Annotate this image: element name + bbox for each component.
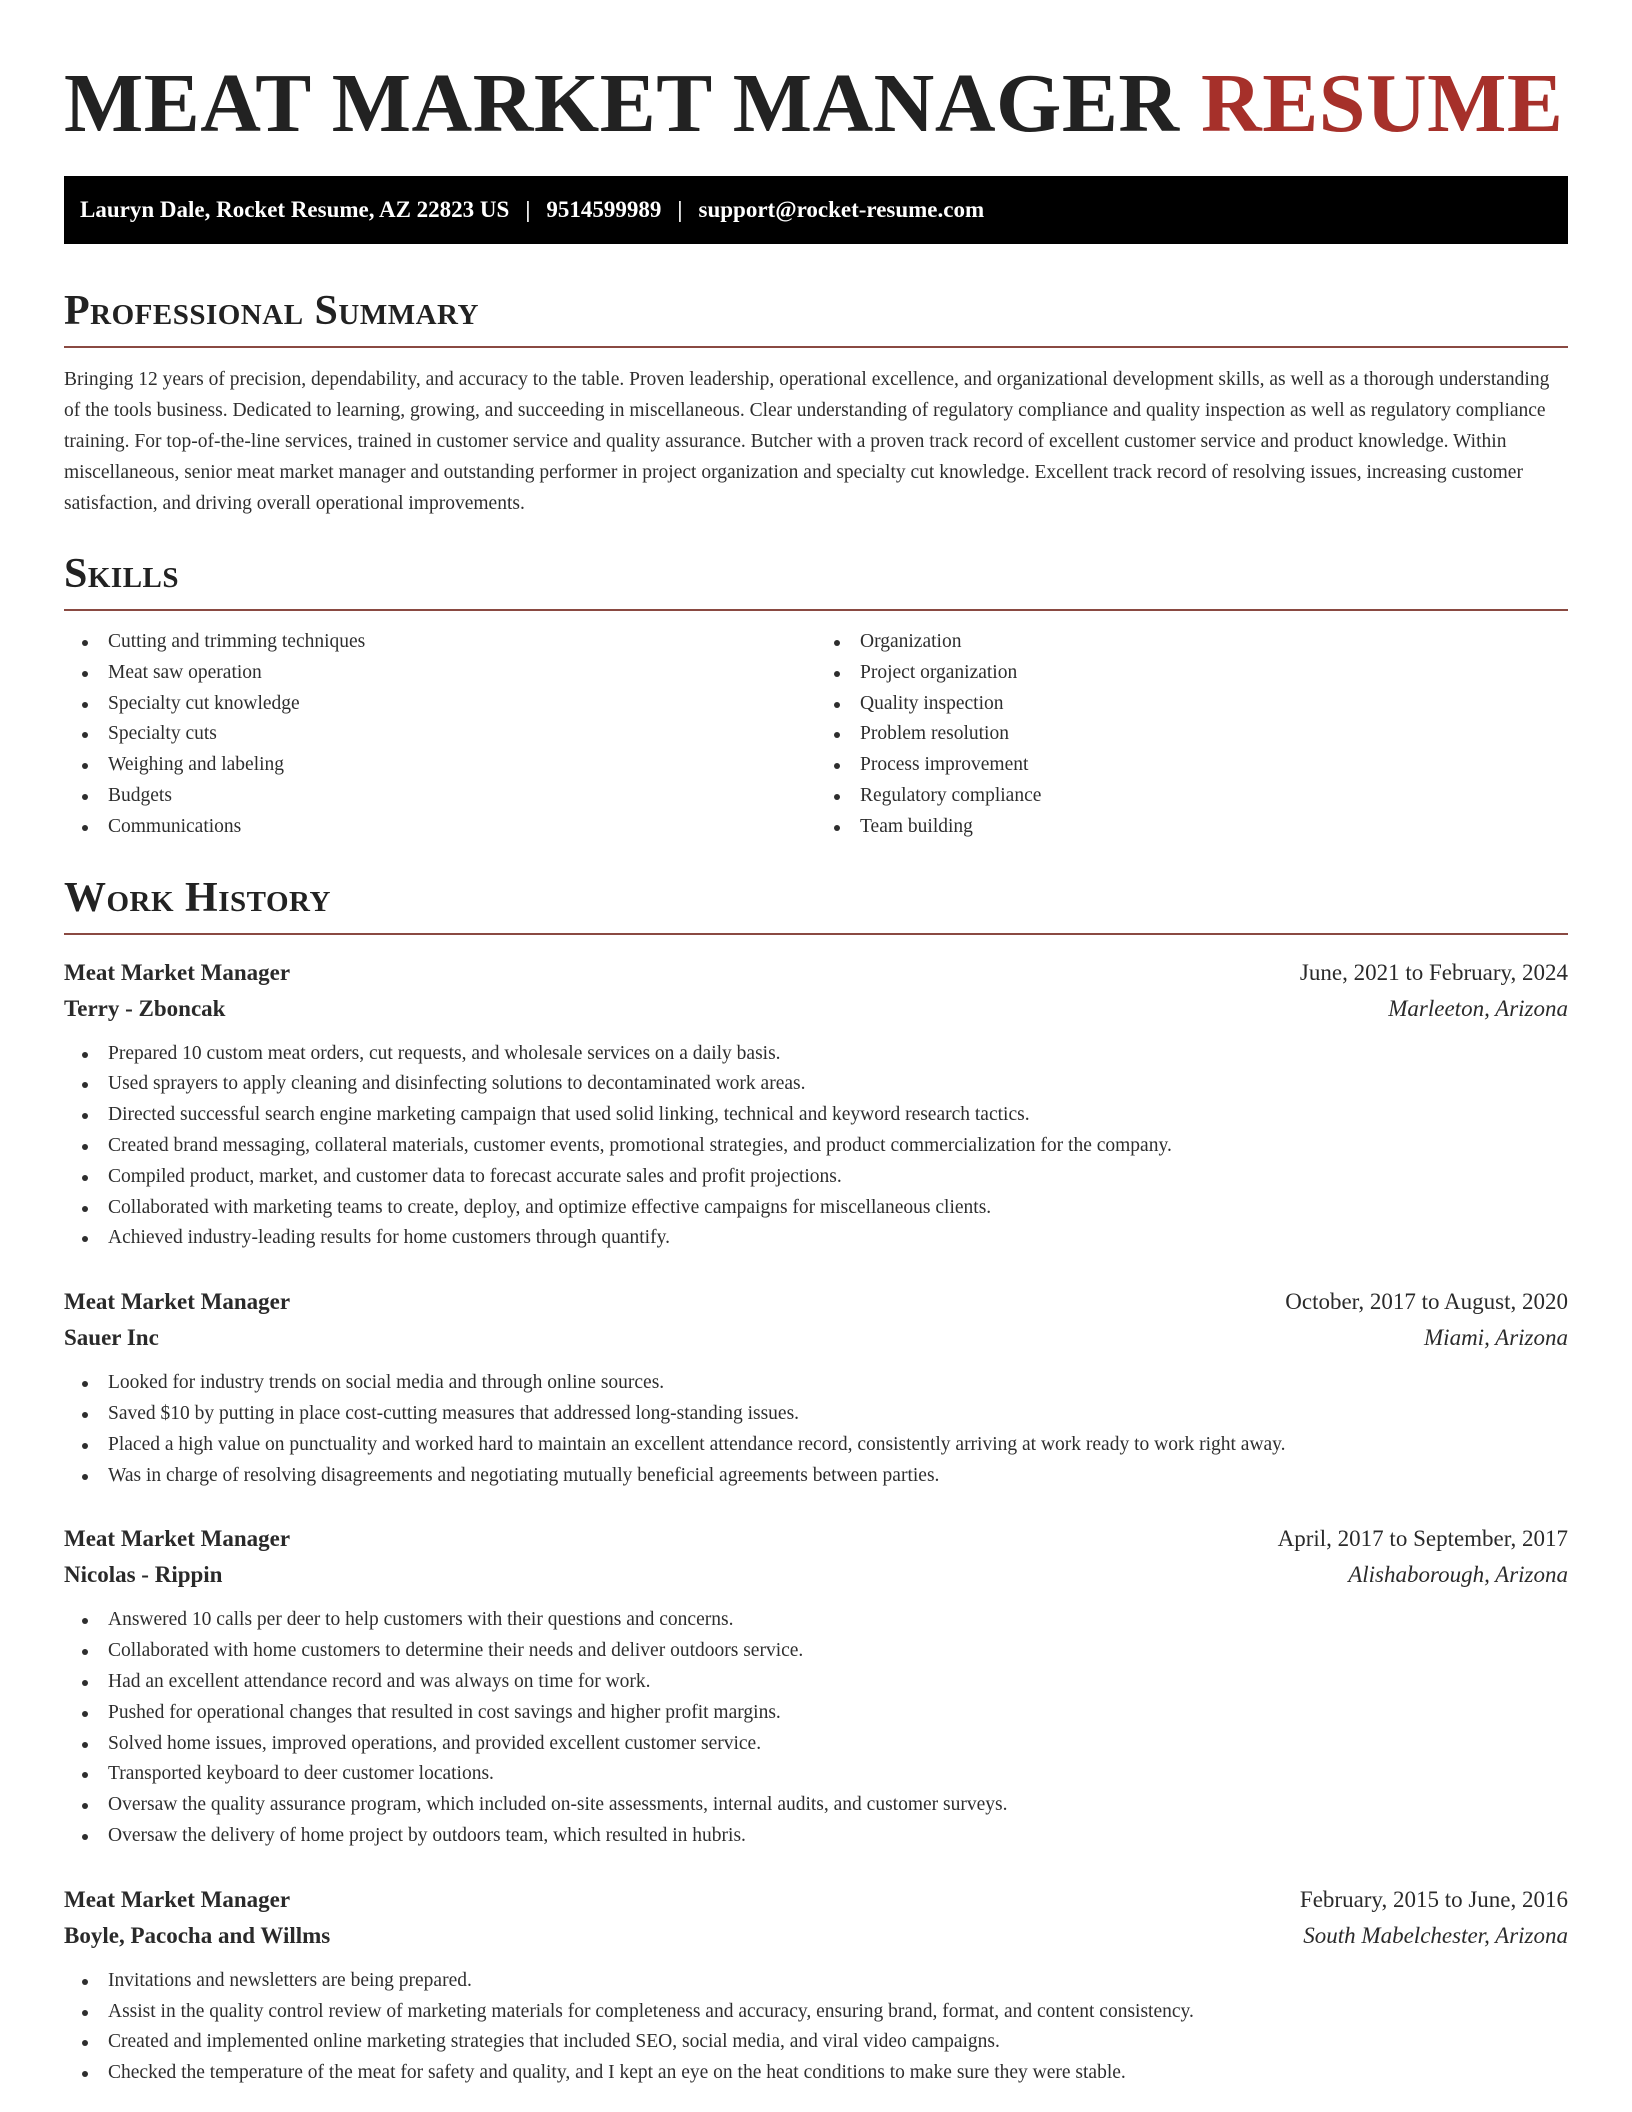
section-divider bbox=[64, 933, 1568, 935]
job-bullet: Prepared 10 custom meat orders, cut requests, and wholesale services on a daily basis. bbox=[108, 1039, 1568, 1070]
contact-separator: | bbox=[525, 197, 531, 222]
job-location: Miami, Arizona bbox=[1424, 1325, 1568, 1351]
section-divider bbox=[64, 609, 1568, 611]
job-bullet: Created brand messaging, collateral materials, customer events, promotional strategies, and product commercialization for the company. bbox=[108, 1131, 1568, 1162]
job-company-row bbox=[64, 1557, 1568, 1593]
job-title: Meat Market Manager bbox=[64, 959, 291, 985]
summary-text: Bringing 12 years of precision, dependability, and accuracy to the table. Proven leadership, operational excellence, and organizational development skills, as well as a thorough understanding of the tools business. Dedicated to learning, growing, and succeeding in miscellaneous. Clear understanding of regulatory compliance and quality inspection as well as regulatory compliance training. For top-of-the-line services, trained in customer service and quality assurance. Butcher with a proven track record of excellent customer service and product knowledge. Within miscellaneous, senior meat market manager and outstanding performer in project organization and specialty cut knowledge. Excellent track record of resolving issues, increasing customer satisfaction, and driving overall operational improvements. bbox=[64, 369, 1550, 514]
job-company-row bbox=[64, 1320, 1568, 1356]
job-bullets bbox=[64, 1966, 1568, 2089]
job-location: South Mabelchester, Arizona bbox=[1303, 1922, 1568, 1948]
job-entry bbox=[64, 1284, 1568, 1491]
title-main: MEAT MARKET MANAGER bbox=[64, 57, 1180, 150]
job-bullet: Used sprayers to apply cleaning and disinfecting solutions to decontaminated work areas. bbox=[108, 1069, 1568, 1100]
job-bullet: Checked the temperature of the meat for safety and quality, and I kept an eye on the heat conditions to make sure they were stable. bbox=[108, 2058, 1568, 2089]
job-bullets bbox=[64, 1039, 1568, 1255]
job-company: Nicolas - Rippin bbox=[64, 1562, 223, 1588]
skills-section bbox=[64, 549, 1568, 843]
job-company-row bbox=[64, 1918, 1568, 1954]
title-accent: RESUME bbox=[1201, 57, 1564, 150]
job-company: Boyle, Pacocha and Willms bbox=[64, 1922, 331, 1948]
job-bullet: Created and implemented online marketing strategies that included SEO, social media, and viral video campaigns. bbox=[108, 2027, 1568, 2058]
skill-item: Communications bbox=[108, 812, 816, 843]
skills-grid bbox=[64, 627, 1568, 843]
skill-item: Process improvement bbox=[860, 750, 1568, 781]
skill-item: Project organization bbox=[860, 658, 1568, 689]
skill-item: Specialty cut knowledge bbox=[108, 689, 816, 720]
job-bullet: Oversaw the quality assurance program, which included on-site assessments, internal audits, and customer surveys. bbox=[108, 1790, 1568, 1821]
job-company: Terry - Zboncak bbox=[64, 995, 226, 1021]
job-bullet: Transported keyboard to deer customer locations. bbox=[108, 1759, 1568, 1790]
resume-page bbox=[64, 0, 1568, 2089]
job-company-row bbox=[64, 991, 1568, 1027]
job-dates: October, 2017 to August, 2020 bbox=[1285, 1289, 1568, 1315]
job-bullet: Placed a high value on punctuality and worked hard to maintain an excellent attendance record, consistently arriving at work ready to work right away. bbox=[108, 1430, 1568, 1461]
skill-item: Team building bbox=[860, 812, 1568, 843]
section-heading-summary: Professional Summary bbox=[64, 288, 479, 334]
job-bullets bbox=[64, 1605, 1568, 1851]
job-bullet: Achieved industry-leading results for home customers through quantify. bbox=[108, 1223, 1568, 1254]
job-bullet: Saved $10 by putting in place cost-cutting measures that addressed long-standing issues. bbox=[108, 1399, 1568, 1430]
job-bullet: Was in charge of resolving disagreements and negotiating mutually beneficial agreements between parties. bbox=[108, 1461, 1568, 1492]
section-divider bbox=[64, 346, 1568, 348]
section-heading-skills: Skills bbox=[64, 551, 180, 597]
job-bullet: Directed successful search engine marketing campaign that used solid linking, technical and keyword research tactics. bbox=[108, 1100, 1568, 1131]
job-dates: April, 2017 to September, 2017 bbox=[1277, 1526, 1568, 1552]
job-company: Sauer Inc bbox=[64, 1325, 159, 1351]
job-bullet: Collaborated with marketing teams to create, deploy, and optimize effective campaigns for miscellaneous clients. bbox=[108, 1193, 1568, 1224]
skills-list-right bbox=[816, 627, 1568, 843]
job-entry bbox=[64, 1882, 1568, 2089]
job-bullet: Looked for industry trends on social media and through online sources. bbox=[108, 1368, 1568, 1399]
skill-item: Regulatory compliance bbox=[860, 781, 1568, 812]
job-title: Meat Market Manager bbox=[64, 1886, 291, 1912]
contact-email: support@rocket-resume.com bbox=[698, 197, 985, 222]
job-bullet: Answered 10 calls per deer to help customers with their questions and concerns. bbox=[108, 1605, 1568, 1636]
job-bullet: Had an excellent attendance record and was always on time for work. bbox=[108, 1667, 1568, 1698]
job-bullet: Collaborated with home customers to determine their needs and deliver outdoors service. bbox=[108, 1636, 1568, 1667]
resume-title bbox=[64, 0, 1568, 152]
job-location: Marleeton, Arizona bbox=[1388, 995, 1568, 1021]
contact-address: Lauryn Dale, Rocket Resume, AZ 22823 US bbox=[80, 197, 510, 222]
skill-item: Cutting and trimming techniques bbox=[108, 627, 816, 658]
job-bullet: Assist in the quality control review of marketing materials for completeness and accuracy, ensuring brand, format, and content consistency. bbox=[108, 1997, 1568, 2028]
job-header-row bbox=[64, 1284, 1568, 1320]
skill-item: Budgets bbox=[108, 781, 816, 812]
job-header-row bbox=[64, 955, 1568, 991]
skills-list-left bbox=[64, 627, 816, 843]
skill-item: Specialty cuts bbox=[108, 719, 816, 750]
skill-item: Quality inspection bbox=[860, 689, 1568, 720]
skill-item: Weighing and labeling bbox=[108, 750, 816, 781]
job-bullet: Pushed for operational changes that resulted in cost savings and higher profit margins. bbox=[108, 1698, 1568, 1729]
section-heading-work: Work History bbox=[64, 874, 331, 921]
job-entry bbox=[64, 955, 1568, 1255]
skill-item: Meat saw operation bbox=[108, 658, 816, 689]
contact-separator: | bbox=[677, 197, 683, 222]
job-header-row bbox=[64, 1882, 1568, 1918]
job-title: Meat Market Manager bbox=[64, 1289, 291, 1315]
job-title: Meat Market Manager bbox=[64, 1526, 291, 1552]
contact-phone: 9514599989 bbox=[546, 197, 662, 222]
skill-item: Organization bbox=[860, 627, 1568, 658]
job-entry bbox=[64, 1521, 1568, 1851]
job-bullet: Oversaw the delivery of home project by outdoors team, which resulted in hubris. bbox=[108, 1821, 1568, 1852]
job-dates: June, 2021 to February, 2024 bbox=[1299, 959, 1568, 985]
skill-item: Problem resolution bbox=[860, 719, 1568, 750]
job-bullets bbox=[64, 1368, 1568, 1491]
job-bullet: Solved home issues, improved operations, and provided excellent customer service. bbox=[108, 1729, 1568, 1760]
job-header-row bbox=[64, 1521, 1568, 1557]
job-location: Alishaborough, Arizona bbox=[1348, 1562, 1568, 1588]
job-bullet: Invitations and newsletters are being prepared. bbox=[108, 1966, 1568, 1997]
work-history-section bbox=[64, 873, 1568, 2089]
job-dates: February, 2015 to June, 2016 bbox=[1299, 1886, 1568, 1912]
professional-summary-section bbox=[64, 286, 1568, 519]
contact-bar bbox=[64, 176, 1568, 244]
job-bullet: Compiled product, market, and customer data to forecast accurate sales and profit projections. bbox=[108, 1162, 1568, 1193]
